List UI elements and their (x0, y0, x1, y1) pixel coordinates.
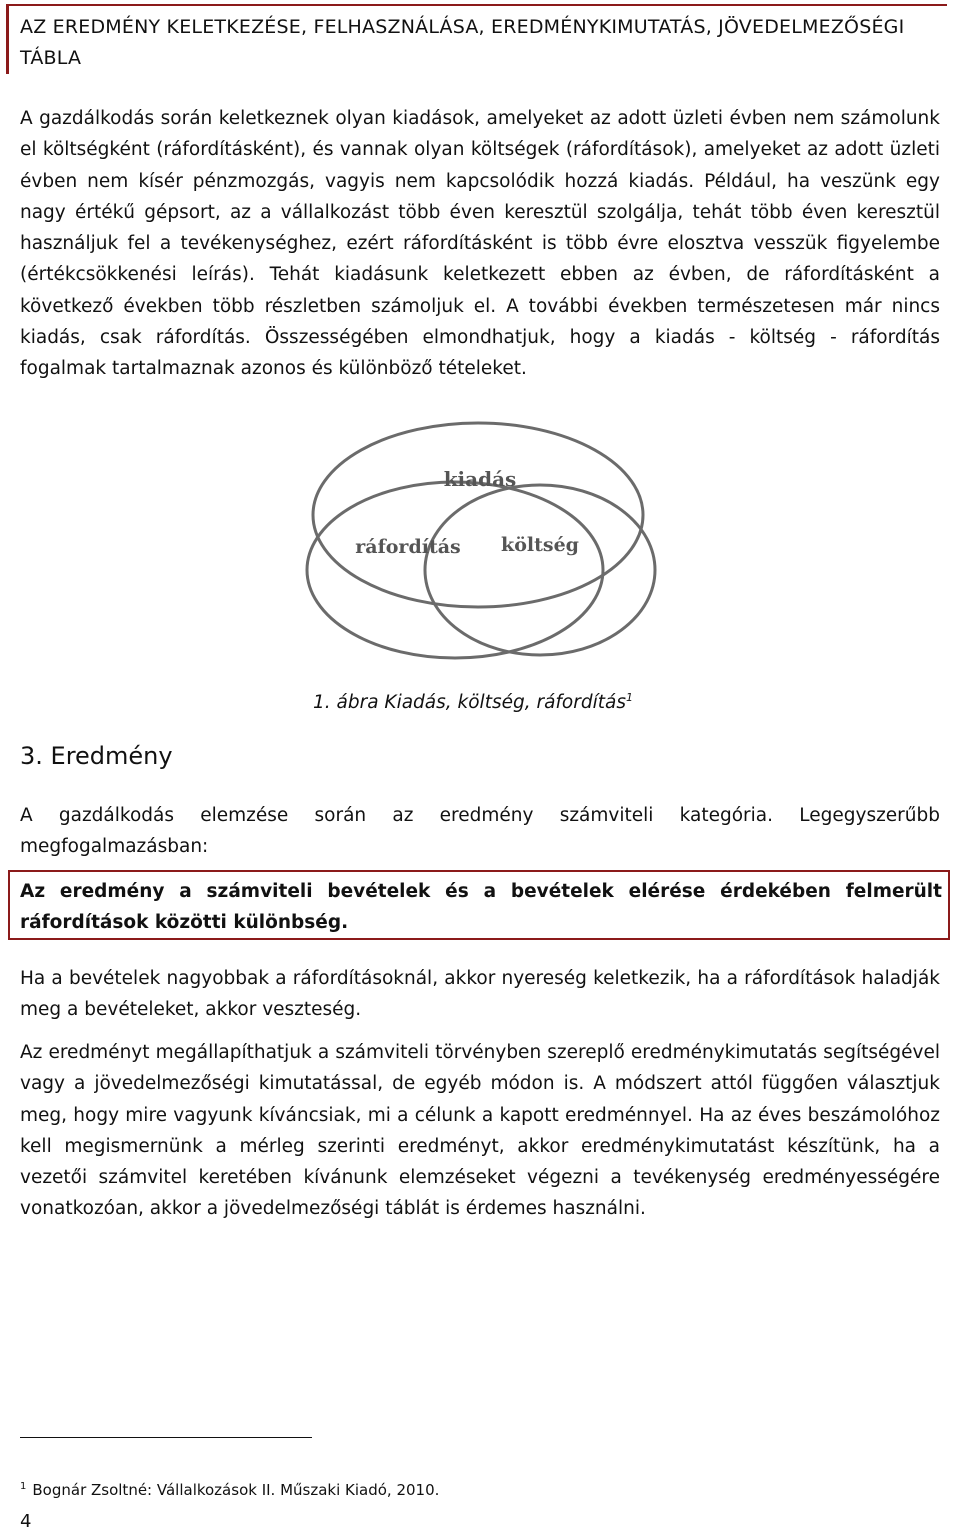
footnote-text: Bognár Zsoltné: Vállalkozások II. Műszaki Kiadó, 2010. (32, 1481, 440, 1499)
page-number: 4 (20, 1511, 32, 1532)
figure-caption-text: 1. ábra Kiadás, költség, ráfordítás (313, 692, 626, 714)
section-heading: 3. Eredmény (20, 742, 173, 770)
footnote-marker: 1 (20, 1481, 27, 1492)
footnote (20, 1476, 439, 1501)
page-title: AZ EREDMÉNY KELETKEZÉSE, FELHASZNÁLÁSA, EREDMÉNYKIMUTATÁS, JÖVEDELMEZŐSÉGI TÁBLA (20, 16, 905, 69)
method-paragraph: Az eredményt megállapíthatjuk a számviteli törvényben szereplő eredménykimutatás segítségével vagy a jövedelmezőségi kimutatással, de egyéb módon is. A módszert attól függően választjuk meg, hogy mire vagyunk kíváncsiak, mi a célunk a kapott eredménnyel. Ha az éves beszámolóhoz kell megismernünk a mérleg szerinti eredményt, akkor eredménykimutatást készítünk, ha a vezetői számvitel keretében kívánunk elemzéseket végezni a tevékenység eredményességére vonatkozóan, akkor a jövedelmezőségi táblát is érdemes használni. (20, 1042, 940, 1220)
koltseg-circle (425, 485, 655, 655)
definition-bold: Az eredmény a számviteli bevételek és a bevételek elérése érdekében felmerült ráfordítások közötti különbség. (20, 881, 942, 934)
venn-diagram (300, 420, 670, 660)
figure-caption (313, 684, 633, 717)
raforditas-label: ráfordítás (355, 536, 461, 558)
section-intro-paragraph: A gazdálkodás elemzése során az eredmény számviteli kategória. Legegyszerűbb megfogalmazásban: (20, 805, 940, 858)
intro-paragraph: A gazdálkodás során keletkeznek olyan kiadások, amelyeket az adott üzleti évben nem számolunk el költségként (ráfordításként), és vannak olyan költségek (ráfordítások), amelyeket az adott üzleti évben nem kísér pénzmozgás, vagyis nem kapcsolódik hozzá kiadás. Például, ha veszünk egy nagy értékű gépsort, az a vállalkozást több éven keresztül szolgálja, tehát több éven keresztül használjuk fel a tevékenységhez, ezért ráfordításként is több évre elosztva vesszük figyelembe (értékcsökkenési leírás). Tehát kiadásunk keletkezett ebben az évben, de ráfordításként a következő években több részletben számoljuk el. A további években természetesen már nincs kiadás, csak ráfordítás. Összességében elmondhatjuk, hogy a kiadás - költség - ráfordítás fogalmak tartalmaznak azonos és különböző tételeket. (20, 108, 940, 380)
koltseg-label: költség (501, 534, 579, 556)
definition-text (20, 876, 942, 939)
profit-loss-paragraph: Ha a bevételek nagyobbak a ráfordításoknál, akkor nyereség keletkezik, ha a ráfordítások haladják meg a bevételeket, akkor veszteség. (20, 968, 940, 1021)
footnote-ref: 1 (625, 691, 633, 704)
kiadas-circle (313, 423, 643, 607)
kiadas-label: kiadás (443, 467, 517, 491)
raforditas-circle (307, 482, 603, 658)
footnote-separator (20, 1437, 312, 1438)
